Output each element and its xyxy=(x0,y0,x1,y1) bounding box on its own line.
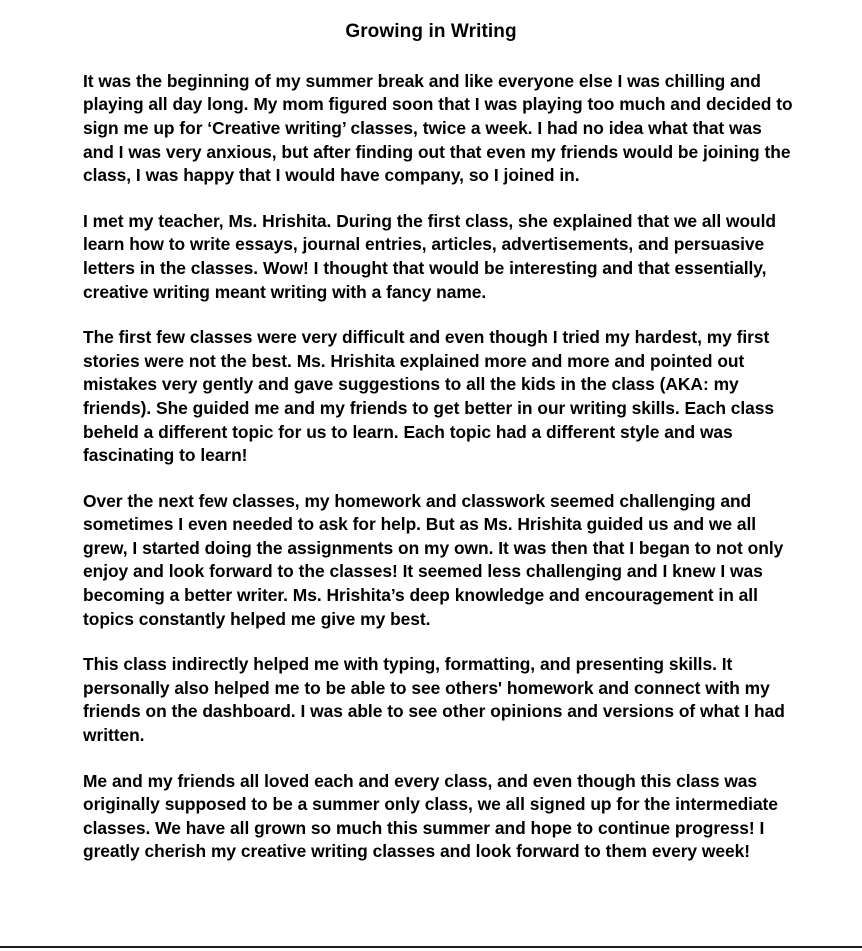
paragraph: This class indirectly helped me with typing, formatting, and presenting skills. It personally also helped me to be able to see others' homework and connect with my friends on the dashboard. I was able to see other opinions and versions of what I had written. xyxy=(83,654,785,746)
document-body xyxy=(0,44,862,864)
paragraph: The first few classes were very difficult and even though I tried my hardest, my first stories were not the best. Ms. Hrishita explained more and more and pointed out mistakes very gently and gave suggestions to all the kids in the class (AKA: my friends). She guided me and my friends to get better in our writing skills. Each class beheld a different topic for us to learn. Each topic had a different style and was fascinating to learn! xyxy=(83,327,775,466)
bottom-divider xyxy=(0,946,862,948)
paragraph: It was the beginning of my summer break and like everyone else I was chilling and playing all day long. My mom figured soon that I was playing too much and decided to sign me up for ‘Creative writing’ classes, twice a week. I had no idea what that was and I was very anxious, but after finding out that even my friends would be joining the class, I was happy that I would have company, so I joined in. xyxy=(83,70,793,186)
page-title: Growing in Writing xyxy=(345,21,517,42)
paragraph: I met my teacher, Ms. Hrishita. During the first class, she explained that we all would learn how to write essays, journal entries, articles, advertisements, and persuasive letters in the classes. Wow! I thought that would be interesting and that essentially, creative writing meant writing with a fancy name. xyxy=(83,210,776,302)
paragraph: Over the next few classes, my homework and classwork seemed challenging and sometimes I even needed to ask for help. But as Ms. Hrishita guided us and we all grew, I started doing the assignments on my own. It was then that I began to not only enjoy and look forward to the classes! It seemed less challenging and I knew I was becoming a better writer. Ms. Hrishita’s deep knowledge and encouragement in all topics constantly helped me give my best. xyxy=(83,490,784,629)
paragraph: Me and my friends all loved each and every class, and even though this class was originally supposed to be a summer only class, we all signed up for the intermediate classes. We have all grown so much this summer and hope to continue progress! I greatly cherish my creative writing classes and look forward to them every week! xyxy=(83,770,778,862)
